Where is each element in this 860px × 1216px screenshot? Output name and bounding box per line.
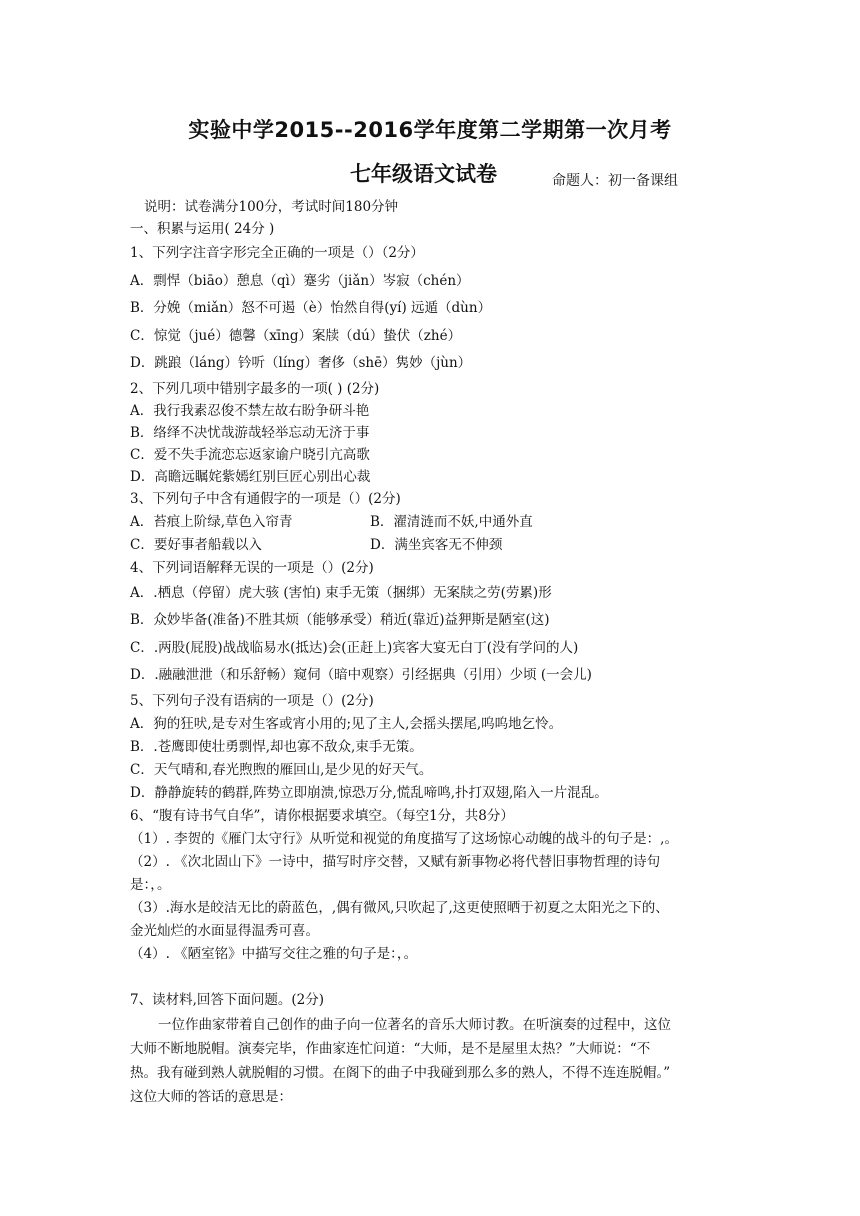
question-4-option-a: A．.栖息（停留）虎大骇 (害怕) 束手无策（捆绑）无案牍之劳(劳累)形 (130, 584, 552, 601)
question-3-row-cd (130, 534, 740, 557)
question-5-option-c: C．天气晴和,春光煦煦的雁回山,是少见的好天气。 (130, 761, 433, 778)
question-1-option-b: B．分娩（miǎn）怒不可遏（è）怡然自得(yí) 远遁（dùn） (130, 300, 492, 316)
question-3-option-b: B．濯清涟而不妖,中通外直 (370, 513, 533, 530)
question-2-option-b: B．络绎不决忧哉游哉轻举忘动无济于事 (130, 424, 370, 441)
question-2-option-c: C．爱不失手流恋忘返家谕户晓引亢高歌 (130, 446, 370, 463)
exam-author: 命题人：初一备课组 (552, 173, 678, 189)
question-3-row-ab (130, 511, 740, 534)
question-6-part-3: （3）.海水是皎洁无比的蔚蓝色，,偶有微风,只吹起了,这更使照晒于初夏之太阳光之下的、 (130, 899, 669, 916)
question-4-option-c: C．.两股(屁股)战战临易水(抵达)会(正赶上)宾客大宴无白丁(没有学问的人) (130, 639, 579, 656)
question-3-option-d: D．满坐宾客无不伸颈 (370, 536, 503, 553)
question-6-part-4: （4）. 《陋室铭》中描写交往之雅的句子是：，。 (130, 945, 418, 962)
question-2-option-a: A．我行我素忍俊不禁左故右盼争研斗艳 (130, 402, 370, 419)
question-5-option-b: B．.苍鹰即使壮勇剽悍,却也寡不敌众,束手无策。 (130, 738, 423, 755)
exam-instructions: 说明：试卷满分100分，考试时间180分钟 (144, 199, 399, 215)
question-3-stem: 3、下列句子中含有通假字的一项是（）(2分) (130, 490, 401, 507)
question-1-stem: 1、下列字注音字形完全正确的一项是（）（2分） (130, 245, 424, 261)
question-1-option-a: A．剽悍（biāo）憩息（qì）蹇劣（jiǎn）岑寂（chén） (130, 272, 470, 289)
question-2-option-d: D．高瞻远瞩姹紫嫣红别巨匠心别出心裁 (130, 468, 371, 485)
question-7-prompt: 这位大师的答话的意思是： (130, 1088, 292, 1105)
exam-subtitle: 七年级语文试卷 (350, 162, 497, 186)
question-7-passage-line-3: 热。我有碰到熟人就脱帽的习惯。在阁下的曲子中我碰到那么多的熟人，不得不连连脱帽。” (130, 1064, 671, 1081)
exam-content (130, 196, 740, 1109)
question-7-passage-line-1: 一位作曲家带着自己创作的曲子向一位著名的音乐大师讨教。在听演奏的过程中，这位 (158, 1016, 671, 1033)
question-1-option-d: D．跳踉（láng）钤听（líng）奢侈（shē）隽妙（jùn） (130, 355, 472, 371)
question-3-option-c: C．要好事者船载以入 (130, 536, 262, 553)
question-6-part-3-cont: 金光灿烂的水面显得温秀可喜。 (130, 922, 319, 939)
question-4-option-b: B．众妙毕备(准备)不胜其烦（能够承受）稍近(靠近)益狎斯是陋室(这) (130, 612, 550, 628)
question-4-option-d: D．.融融泄泄（和乐舒畅）窥伺（暗中观察）引经据典（引用）少顷 (一会儿) (130, 667, 592, 683)
question-1-option-c: C．惊觉（jué）德馨（xīng）案牍（dú）蛰伏（zhé） (130, 327, 462, 344)
question-6-stem: 6、“腹有诗书气自华”，请你根据要求填空。（每空1分，共8分） (130, 807, 514, 824)
question-7-passage-line-2: 大师不断地脱帽。演奏完毕，作曲家连忙问道：“大师，是不是屋里太热？”大师说：“不 (130, 1040, 651, 1057)
question-4-stem: 4、下列词语解释无误的一项是（）(2分) (130, 559, 374, 576)
section-heading: 一、积累与运用( 24分 ) (130, 221, 275, 237)
question-5-option-a: A．狗的狂吠,是专对生客或宵小用的;见了主人,会摇头摆尾,呜呜地乞怜。 (130, 715, 563, 732)
exam-title: 实验中学2015--2016学年度第二学期第一次月考 (188, 118, 672, 142)
question-3-option-a: A．苔痕上阶绿,草色入帘青 (130, 513, 293, 530)
question-2-stem: 2、下列几项中错别字最多的一项( ) (2分) (130, 380, 380, 397)
question-6-part-2: （2）. 《次北固山下》一诗中，描写时序交替，又赋有新事物必将代替旧事物哲理的诗句 (130, 853, 661, 870)
question-6-part-1: （1）. 李贺的《雁门太守行》从听觉和视觉的角度描写了这场惊心动魄的战斗的句子是：,。 (130, 830, 678, 847)
question-5-stem: 5、下列句子没有语病的一项是（）(2分) (130, 692, 374, 709)
question-5-option-d: D．静静旋转的鹤群,阵势立即崩溃,惊恐万分,慌乱啼鸣,扑打双翅,陷入一片混乱。 (130, 784, 608, 801)
question-7-stem: 7、读材料,回答下面问题。(2分) (130, 991, 325, 1008)
spacer (130, 966, 740, 988)
question-6-part-2-cont: 是：，。 (130, 876, 171, 893)
